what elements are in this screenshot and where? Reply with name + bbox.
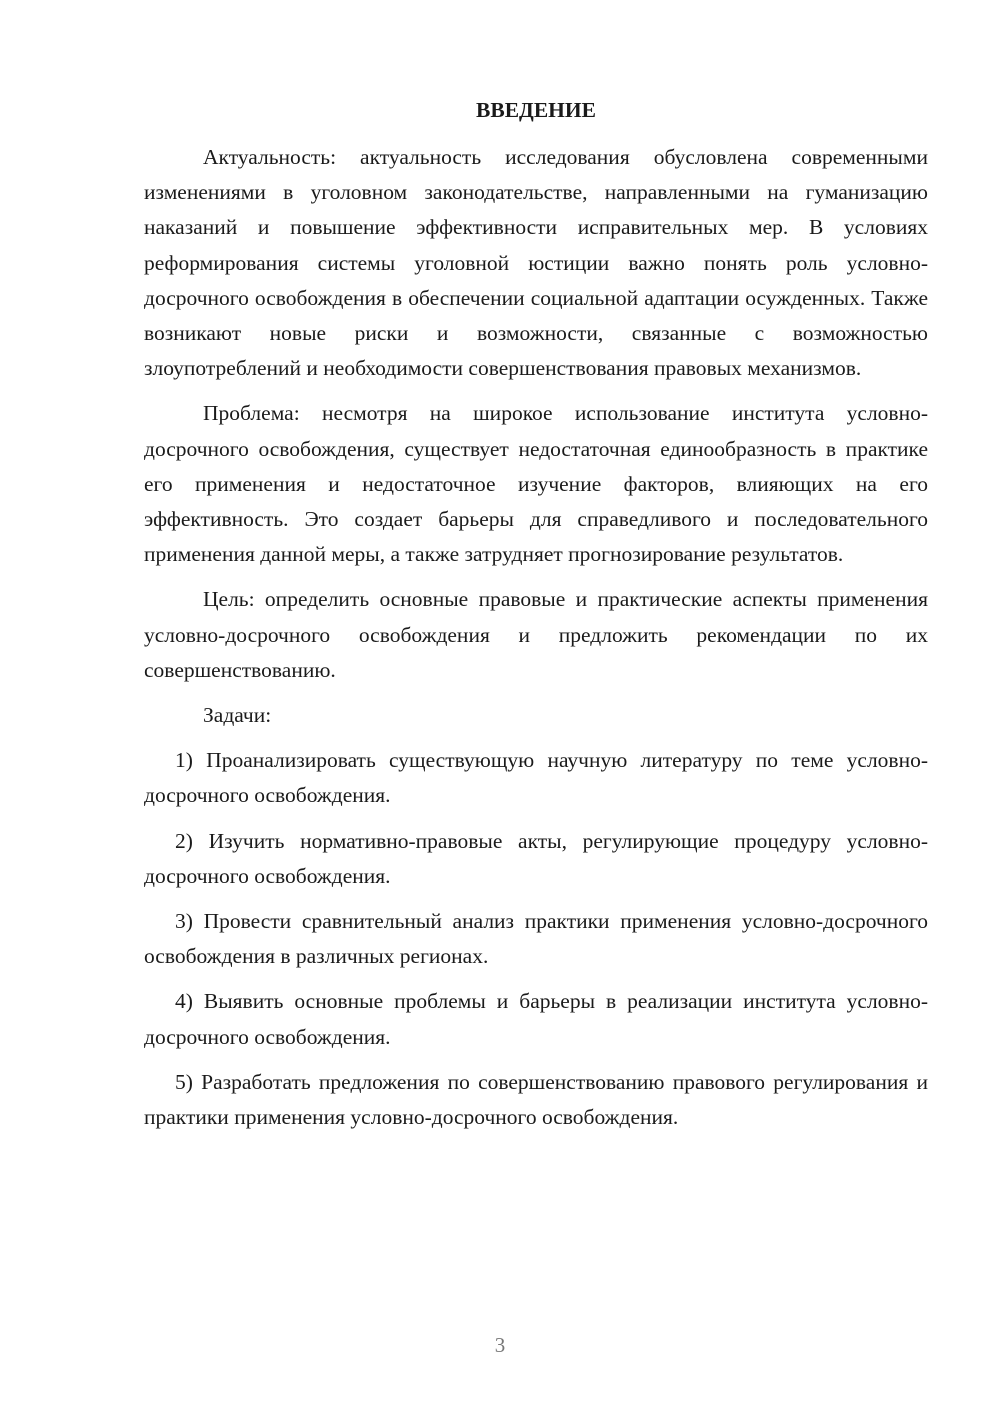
page-number: 3 xyxy=(494,1333,506,1357)
document-page xyxy=(144,90,928,1145)
task-item-5: 5) Разработать предложения по совершенствованию правового регулирования и практики применения условно-досрочного освобождения. xyxy=(144,1069,928,1130)
task-item-3: 3) Провести сравнительный анализ практики применения условно-досрочного освобождения в различных регионах. xyxy=(144,909,928,969)
paragraph-goal: Цель: определить основные правовые и практические аспекты применения условно-досрочного освобождения и предложить рекомендации по их совершенствованию. xyxy=(144,587,928,682)
paragraph-relevance: Актуальность: актуальность исследования обусловлена современными изменениями в уголовном законодательстве, направленными на гуманизацию наказаний и повышение эффективности исправительных мер. В условиях реформирования системы уголовной юстиции важно понять роль условно-досрочного освобождения в обеспечении социальной адаптации осужденных. Также возникают новые риски и возможности, связанные с возможностью злоупотреблений и необходимости совершенствования правовых механизмов. xyxy=(144,145,928,381)
task-item-1: 1) Проанализировать существующую научную литературу по теме условно-досрочного освобождения. xyxy=(144,748,928,808)
page-title: ВВЕДЕНИЕ xyxy=(476,98,596,122)
paragraph-problem: Проблема: несмотря на широкое использование института условно-досрочного освобождения, существует недостаточная единообразность в практике его применения и недостаточное изучение факторов, влияющих на его эффективность. Это создает барьеры для справедливого и последовательного применения данной меры, а также затрудняет прогнозирование результатов. xyxy=(144,401,928,567)
task-item-4: 4) Выявить основные проблемы и барьеры в реализации института условно-досрочного освобождения. xyxy=(144,989,928,1049)
task-item-2: 2) Изучить нормативно-правовые акты, регулирующие процедуру условно-досрочного освобождения. xyxy=(144,828,928,888)
tasks-label: Задачи: xyxy=(203,703,272,728)
